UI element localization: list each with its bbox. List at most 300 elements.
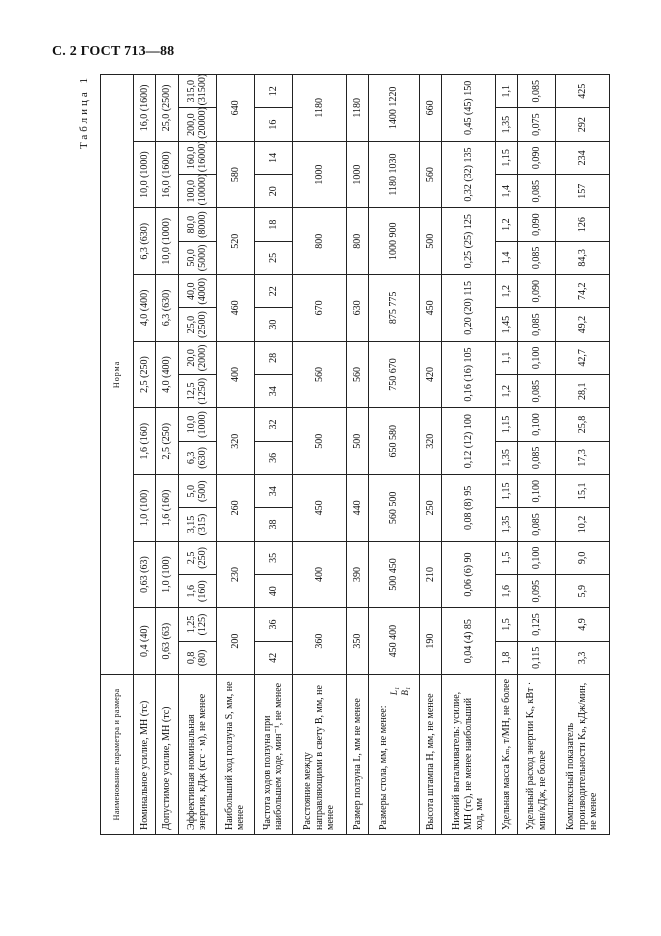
value-cell — [216, 74, 254, 141]
value-text: 1,0 (100) — [138, 489, 150, 527]
value-cell — [134, 275, 156, 342]
value-cell — [442, 341, 496, 408]
value-text: 1,2 — [500, 218, 512, 231]
value-text: 0,32 (32) 135 — [462, 147, 474, 202]
value-text: 0,16 (16) 105 — [462, 347, 474, 402]
value-cell — [556, 375, 610, 408]
value-cell — [518, 375, 556, 408]
value-text: 420 — [424, 367, 436, 383]
value-text: 74,2 — [576, 282, 588, 300]
value-text: 0,090 — [530, 279, 542, 303]
table-row — [518, 74, 556, 834]
value-text: 28 — [267, 352, 279, 363]
value-text: 0,100 — [530, 346, 542, 370]
value-text: 750 670 — [388, 358, 400, 391]
value-cell — [419, 608, 441, 675]
value-cell — [134, 475, 156, 542]
value-cell — [419, 74, 441, 141]
value-text: 200,0 (20000) — [185, 107, 209, 139]
value-text: 17,3 — [576, 449, 588, 467]
value-text: 1400 1220 — [388, 86, 400, 130]
value-cell — [292, 341, 346, 408]
value-text: 250 — [424, 500, 436, 516]
value-text: 350 — [351, 633, 363, 649]
value-text: 670 — [313, 300, 325, 316]
table-row — [556, 74, 610, 834]
value-cell — [178, 375, 216, 408]
value-cell — [518, 608, 556, 641]
value-cell — [346, 141, 368, 208]
value-cell — [254, 308, 292, 341]
value-cell — [556, 541, 610, 574]
value-cell — [178, 175, 216, 208]
table-row — [134, 74, 156, 834]
param-cell — [495, 675, 517, 835]
value-cell — [134, 141, 156, 208]
value-cell — [556, 341, 610, 374]
value-text: 25,0 (2500) — [185, 311, 209, 338]
value-cell — [216, 275, 254, 342]
value-cell — [292, 275, 346, 342]
param-label: Размер ползуна L, мм не менее — [351, 698, 363, 830]
value-cell — [518, 475, 556, 508]
value-cell — [292, 141, 346, 208]
value-cell — [216, 475, 254, 542]
value-text: 1,6 (160) — [185, 580, 209, 603]
table-row — [292, 74, 346, 834]
param-cell — [556, 675, 610, 835]
table-caption: Таблица 1 — [78, 75, 90, 150]
value-cell — [216, 141, 254, 208]
value-text: 42,7 — [576, 349, 588, 367]
value-text: 520 — [229, 233, 241, 249]
value-cell — [254, 441, 292, 474]
value-cell — [442, 275, 496, 342]
value-cell — [156, 608, 178, 675]
value-cell — [254, 141, 292, 174]
value-text: 1000 — [313, 164, 325, 185]
value-text: 2,5 (250) — [161, 422, 173, 460]
value-cell — [346, 74, 368, 141]
param-label: Наибольший ход ползуна S, мм, не менее — [223, 681, 247, 830]
value-cell — [518, 108, 556, 141]
value-cell — [254, 74, 292, 107]
value-cell — [518, 541, 556, 574]
value-cell — [495, 108, 517, 141]
value-text: 1,35 — [500, 449, 512, 467]
value-cell — [156, 341, 178, 408]
value-cell — [178, 541, 216, 574]
param-cell — [346, 675, 368, 835]
value-text: 40,0 (4000) — [185, 277, 209, 305]
value-text: 0,100 — [530, 546, 542, 570]
value-text: 12 — [267, 86, 279, 97]
value-cell — [254, 641, 292, 674]
value-text: 1,4 — [500, 251, 512, 265]
value-cell — [156, 141, 178, 208]
value-text: 30 — [267, 319, 279, 330]
value-cell — [442, 475, 496, 542]
page-header: С. 2 ГОСТ 713—88 — [52, 44, 175, 59]
value-text: 292 — [576, 117, 588, 133]
value-text: 0,085 — [530, 246, 542, 270]
value-cell — [156, 475, 178, 542]
value-cell — [178, 141, 216, 174]
value-text: 1,15 — [500, 415, 512, 434]
param-cell — [216, 675, 254, 835]
table-row — [419, 74, 441, 834]
value-cell — [419, 475, 441, 542]
param-cell — [254, 675, 292, 835]
value-text: 0,095 — [530, 579, 542, 603]
param-label: Нижний выталкиватель: усилие, МН (тс), не менее наибольший ход, мм — [451, 691, 486, 830]
value-cell — [556, 475, 610, 508]
value-text: 875 775 — [388, 291, 400, 325]
value-cell — [556, 141, 610, 174]
value-text: 10,0 (1000) — [138, 151, 150, 198]
value-cell — [156, 208, 178, 275]
value-text: 0,100 — [530, 479, 542, 503]
value-cell — [292, 208, 346, 275]
value-cell — [178, 74, 216, 107]
value-text: 1180 — [313, 98, 325, 118]
value-cell — [518, 275, 556, 308]
value-cell — [254, 341, 292, 374]
value-cell — [216, 541, 254, 608]
param-label: Удельная масса Kₘ, т/МН, не более — [500, 678, 512, 830]
value-text: 32 — [267, 419, 279, 430]
value-cell — [518, 74, 556, 107]
value-text: 36 — [267, 619, 279, 630]
table-row — [178, 74, 216, 834]
value-cell — [556, 441, 610, 474]
value-cell — [178, 108, 216, 141]
value-cell — [518, 575, 556, 608]
value-cell — [495, 408, 517, 441]
value-cell — [556, 508, 610, 541]
value-text: 580 — [229, 167, 241, 183]
value-text: 80,0 (8000) — [185, 211, 209, 238]
value-text: 16 — [267, 119, 279, 130]
value-text: 500 — [424, 233, 436, 249]
value-cell — [254, 208, 292, 241]
param-cell — [369, 675, 420, 835]
param-label: Допустимое усилие, МН (тс) — [161, 706, 173, 830]
value-text: 660 — [424, 100, 436, 116]
value-text: 38 — [267, 519, 279, 530]
value-cell — [346, 608, 368, 675]
value-cell — [495, 475, 517, 508]
value-cell — [442, 608, 496, 675]
value-cell — [178, 208, 216, 241]
value-text: 1,5 — [500, 618, 512, 631]
value-text: 36 — [267, 452, 279, 463]
value-text: 1,1 — [500, 84, 512, 98]
value-text: 4,0 (400) — [161, 356, 173, 393]
rotated-table-container — [72, 75, 612, 835]
value-cell — [178, 275, 216, 308]
value-text: 315,0 (31500) — [185, 73, 209, 106]
value-cell — [254, 108, 292, 141]
value-text: 0,090 — [530, 213, 542, 236]
value-text: 234 — [576, 150, 588, 166]
value-text: 2,5 (250) — [138, 356, 150, 393]
value-cell — [556, 175, 610, 208]
value-text: 400 — [313, 567, 325, 583]
value-cell — [495, 341, 517, 374]
value-cell — [556, 208, 610, 241]
value-text: 360 — [313, 633, 325, 649]
value-text: 0,4 (40) — [138, 625, 150, 658]
value-text: 0,075 — [530, 113, 542, 136]
value-text: 16,0 (1600) — [138, 84, 150, 132]
param-label: Размеры стола, мм, не менее: — [377, 705, 389, 830]
value-cell — [419, 408, 441, 475]
value-cell — [495, 275, 517, 308]
value-text: 1,45 — [500, 315, 512, 334]
value-text: 25,8 — [576, 415, 588, 434]
value-cell — [369, 275, 420, 342]
value-cell — [178, 608, 216, 641]
table-head-row — [101, 74, 134, 834]
value-text: 0,085 — [530, 513, 542, 536]
value-text: 0,12 (12) 100 — [462, 414, 474, 469]
value-cell — [178, 341, 216, 374]
value-cell — [216, 341, 254, 408]
value-cell — [442, 141, 496, 208]
param-sub-label: B₁ — [399, 687, 410, 696]
value-cell — [495, 241, 517, 274]
value-text: 126 — [576, 217, 588, 233]
value-text: 0,115 — [530, 646, 542, 669]
value-text: 0,8 (80) — [185, 649, 209, 667]
value-cell — [556, 575, 610, 608]
value-text: 157 — [576, 183, 588, 199]
value-text: 400 — [229, 367, 241, 383]
value-text: 14 — [267, 152, 279, 163]
value-cell — [254, 508, 292, 541]
value-text: 630 — [351, 300, 363, 316]
value-text: 0,20 (20) 115 — [462, 281, 474, 335]
value-text: 450 — [424, 300, 436, 316]
value-text: 0,45 (45) 150 — [462, 80, 474, 135]
value-cell — [518, 408, 556, 441]
value-text: 160,0 (16000) — [185, 140, 209, 173]
value-text: 450 — [313, 500, 325, 516]
value-text: 0,090 — [530, 146, 542, 170]
value-text: 500 — [313, 433, 325, 449]
value-cell — [156, 275, 178, 342]
value-cell — [292, 608, 346, 675]
value-text: 1,8 — [500, 651, 512, 665]
value-cell — [346, 541, 368, 608]
value-cell — [419, 341, 441, 408]
value-text: 0,25 (25) 125 — [462, 214, 474, 269]
value-cell — [495, 508, 517, 541]
param-label: Номинальное усилие, МН (тс) — [138, 700, 150, 830]
value-cell — [556, 308, 610, 341]
param-label: Расстояние между направляющими в свету B, мм, не менее — [302, 685, 337, 830]
value-cell — [518, 208, 556, 241]
value-cell — [556, 241, 610, 274]
value-cell — [156, 408, 178, 475]
value-text: 42 — [267, 652, 279, 663]
value-text: 0,08 (8) 95 — [462, 485, 474, 530]
value-cell — [254, 408, 292, 441]
value-text: 1,35 — [500, 115, 512, 134]
value-text: 2,5 (250) — [185, 547, 209, 569]
value-text: 320 — [229, 433, 241, 449]
param-label: Эффективная номинальная энергия, кДж (кгс · м), не менее — [185, 693, 209, 830]
value-cell — [216, 608, 254, 675]
param-header: Наименование параметра и размера — [101, 675, 134, 835]
value-text: 0,085 — [530, 313, 542, 336]
value-text: 15,1 — [576, 482, 588, 500]
value-text: 1,6 (160) — [138, 422, 150, 460]
value-text: 390 — [351, 567, 363, 583]
value-cell — [254, 608, 292, 641]
value-text: 0,06 (6) 90 — [462, 552, 474, 597]
value-text: 4,9 — [576, 618, 588, 631]
value-text: 0,63 (63) — [161, 622, 173, 660]
value-text: 1,2 — [500, 384, 512, 398]
value-cell — [518, 241, 556, 274]
value-cell — [134, 408, 156, 475]
value-text: 34 — [267, 486, 279, 497]
value-text: 200 — [229, 633, 241, 649]
value-cell — [518, 641, 556, 674]
value-text: 1000 900 — [388, 222, 400, 260]
value-cell — [178, 641, 216, 674]
param-label: Удельный расход энергии Kₑ, кВт · мин/кДж, не более — [525, 681, 548, 830]
table-row — [156, 74, 178, 834]
value-text: 3,15 (315) — [185, 513, 209, 536]
value-text: 0,085 — [530, 79, 542, 103]
value-cell — [495, 308, 517, 341]
value-text: 800 — [351, 233, 363, 249]
value-cell — [518, 141, 556, 174]
value-text: 18 — [267, 219, 279, 230]
value-text: 450 400 — [388, 624, 400, 658]
value-text: 425 — [576, 83, 588, 99]
value-text: 0,125 — [530, 613, 542, 636]
table-row — [216, 74, 254, 834]
value-text: 650 580 — [388, 424, 400, 458]
value-cell — [495, 208, 517, 241]
value-text: 1,25 (125) — [185, 613, 209, 636]
value-cell — [292, 475, 346, 542]
value-cell — [216, 408, 254, 475]
value-text: 0,085 — [530, 180, 542, 203]
value-text: 5,9 — [576, 584, 588, 598]
value-cell — [495, 608, 517, 641]
value-text: 190 — [424, 633, 436, 649]
value-cell — [178, 408, 216, 441]
value-cell — [134, 74, 156, 141]
value-text: 50,0 (5000) — [185, 244, 209, 272]
value-text: 100,0 (10000) — [185, 173, 209, 206]
value-text: 1,2 — [500, 284, 512, 298]
value-text: 25,0 (2500) — [161, 84, 173, 132]
value-cell — [178, 308, 216, 341]
value-cell — [495, 141, 517, 174]
param-cell — [292, 675, 346, 835]
value-text: 0,63 (63) — [138, 556, 150, 593]
value-text: 10,0 (1000) — [185, 411, 209, 438]
value-cell — [254, 475, 292, 508]
value-cell — [369, 341, 420, 408]
value-cell — [216, 208, 254, 275]
value-cell — [346, 341, 368, 408]
value-text: 0,04 (4) 85 — [462, 619, 474, 664]
value-cell — [346, 208, 368, 275]
value-cell — [292, 408, 346, 475]
value-cell — [495, 375, 517, 408]
value-text: 1180 1030 — [388, 153, 400, 196]
value-cell — [419, 541, 441, 608]
value-cell — [556, 275, 610, 308]
value-text: 6,3 (630) — [185, 447, 209, 469]
table-row — [369, 74, 420, 834]
value-cell — [369, 141, 420, 208]
value-cell — [419, 141, 441, 208]
value-cell — [556, 608, 610, 641]
value-text: 84,3 — [576, 249, 588, 267]
value-text: 1000 — [351, 164, 363, 185]
value-cell — [134, 608, 156, 675]
value-text: 12,5 (1250) — [185, 377, 209, 405]
value-cell — [495, 74, 517, 107]
value-cell — [369, 208, 420, 275]
value-text: 6,3 (630) — [161, 289, 173, 327]
value-text: 0,085 — [530, 446, 542, 470]
value-text: 16,0 (1600) — [161, 151, 173, 198]
param-sub-label: L₁ — [389, 687, 400, 696]
value-text: 20 — [267, 186, 279, 197]
value-cell — [292, 74, 346, 141]
param-label: Высота штампа H, мм, не менее — [424, 693, 436, 830]
value-cell — [495, 175, 517, 208]
value-text: 320 — [424, 433, 436, 449]
value-text: 0,085 — [530, 379, 542, 403]
value-text: 800 — [313, 233, 325, 249]
value-cell — [156, 74, 178, 141]
value-cell — [442, 408, 496, 475]
value-cell — [518, 441, 556, 474]
value-text: 1180 — [351, 98, 363, 118]
value-text: 22 — [267, 286, 279, 297]
value-text: 0,100 — [530, 413, 542, 436]
value-text: 460 — [229, 300, 241, 316]
value-text: 560 — [351, 367, 363, 383]
value-cell — [495, 441, 517, 474]
value-cell — [495, 641, 517, 674]
value-cell — [178, 241, 216, 274]
spec-table — [100, 74, 610, 835]
value-text: 1,6 — [500, 584, 512, 598]
value-text: 35 — [267, 552, 279, 563]
table-body — [134, 74, 610, 834]
value-cell — [156, 541, 178, 608]
value-cell — [134, 541, 156, 608]
value-cell — [495, 575, 517, 608]
param-cell — [442, 675, 496, 835]
value-cell — [178, 575, 216, 608]
value-text: 5,0 (500) — [185, 480, 209, 503]
value-cell — [442, 74, 496, 141]
value-cell — [495, 541, 517, 574]
table-row — [495, 74, 517, 834]
